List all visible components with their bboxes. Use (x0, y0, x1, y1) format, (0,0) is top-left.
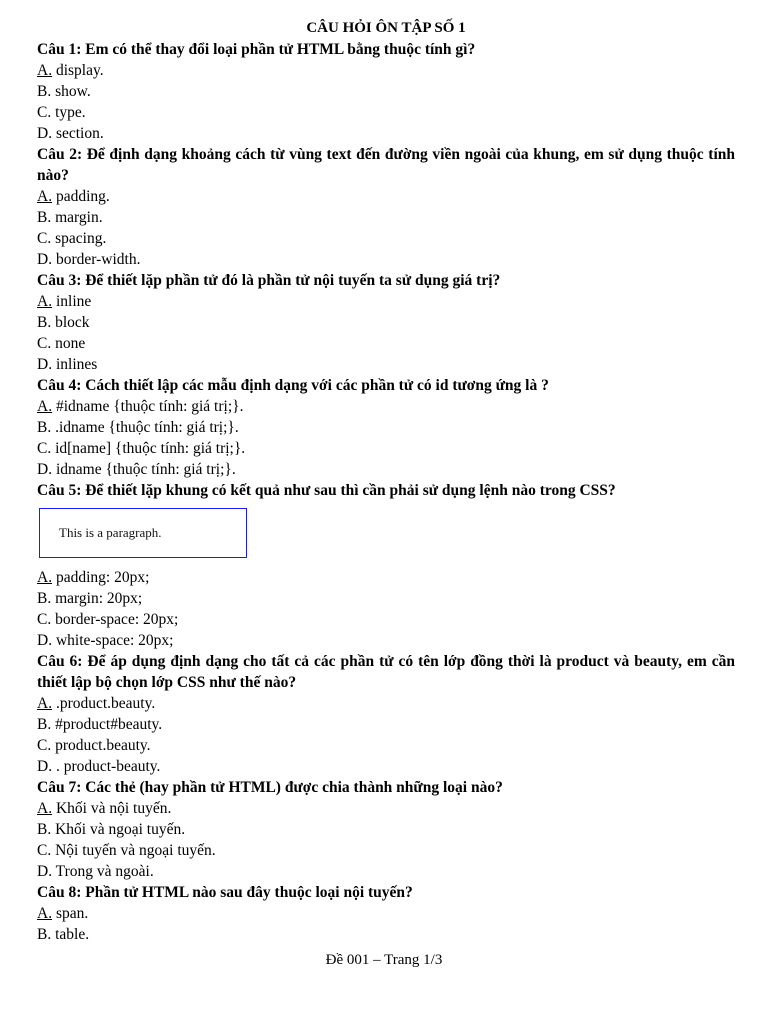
option-letter: A. (37, 695, 53, 712)
option-1a (37, 60, 735, 81)
option-5c (37, 609, 735, 630)
option-6d (37, 756, 735, 777)
option-2c (37, 228, 735, 249)
figure-text: This is a paragraph. (59, 525, 162, 540)
option-text: white-space: 20px; (52, 632, 174, 649)
option-letter: C. (37, 230, 52, 247)
option-1c (37, 102, 735, 123)
option-4a (37, 396, 735, 417)
option-5b (37, 588, 735, 609)
option-5d (37, 630, 735, 651)
option-letter: A. (37, 569, 53, 586)
option-letter: A. (37, 905, 53, 922)
question-3: Câu 3: Để thiết lặp phần tử đó là phần tử nội tuyến ta sử dụng giá trị? (37, 272, 501, 289)
option-3a (37, 291, 735, 312)
option-3c (37, 333, 735, 354)
page-footer: Đề 001 – Trang 1/3 (325, 952, 443, 968)
option-3d (37, 354, 735, 375)
option-text: margin. (51, 209, 103, 226)
option-letter: A. (37, 188, 53, 205)
option-letter: C. (37, 737, 52, 754)
option-letter: B. (37, 419, 52, 436)
option-letter: C. (37, 440, 52, 457)
option-text: .product.beauty. (52, 695, 156, 712)
option-letter: C. (37, 335, 52, 352)
option-text: none (51, 335, 86, 352)
option-text: section. (52, 125, 104, 142)
question-1: Câu 1: Em có thể thay đổi loại phần tử HTML bằng thuộc tính gì? (37, 41, 476, 58)
option-text: margin: 20px; (51, 590, 143, 607)
option-1b (37, 81, 735, 102)
option-letter: A. (37, 800, 53, 817)
option-letter: B. (37, 83, 52, 100)
option-letter: A. (37, 62, 53, 79)
option-text: border-width. (52, 251, 141, 268)
option-7c (37, 840, 735, 861)
option-6b (37, 714, 735, 735)
option-letter: B. (37, 590, 52, 607)
option-text: Khối và nội tuyến. (52, 800, 172, 817)
option-letter: B. (37, 314, 52, 331)
question-5: Câu 5: Để thiết lặp khung có kết quả như sau thì cần phải sử dụng lệnh nào trong CSS? (37, 482, 616, 499)
option-8a (37, 903, 735, 924)
option-text: table. (51, 926, 90, 943)
option-text: padding: 20px; (52, 569, 150, 586)
question-7: Câu 7: Các thẻ (hay phần tử HTML) được chia thành những loại nào? (37, 779, 503, 796)
option-letter: B. (37, 821, 52, 838)
option-2b (37, 207, 735, 228)
option-letter: B. (37, 716, 52, 733)
option-text: Trong và ngoài. (52, 863, 154, 880)
option-text: inline (52, 293, 92, 310)
option-text: . product-beauty. (52, 758, 161, 775)
option-letter: C. (37, 842, 52, 859)
option-letter: D. (37, 356, 53, 373)
option-letter: B. (37, 209, 52, 226)
option-text: show. (51, 83, 91, 100)
option-text: display. (52, 62, 104, 79)
option-letter: D. (37, 863, 53, 880)
option-text: type. (51, 104, 86, 121)
option-text: inlines (52, 356, 98, 373)
option-text: block (51, 314, 90, 331)
option-text: product.beauty. (51, 737, 151, 754)
option-4c (37, 438, 735, 459)
option-7d (37, 861, 735, 882)
option-text: border-space: 20px; (51, 611, 179, 628)
option-2d (37, 249, 735, 270)
option-letter: D. (37, 758, 53, 775)
option-letter: C. (37, 104, 52, 121)
option-6c (37, 735, 735, 756)
page-title: CÂU HỎI ÔN TẬP SỐ 1 (306, 20, 466, 36)
option-5a (37, 567, 735, 588)
option-letter: A. (37, 398, 53, 415)
option-8b (37, 924, 735, 945)
exam-page (37, 18, 735, 945)
option-text: Khối và ngoại tuyến. (51, 821, 186, 838)
option-text: #product#beauty. (51, 716, 163, 733)
question-6: Câu 6: Để áp dụng định dạng cho tất cả các phần tử có tên lớp đồng thời là product và beauty, em cần thiết lập bộ chọn lớp CSS như thế nào? (37, 653, 735, 691)
option-6a (37, 693, 735, 714)
option-text: span. (52, 905, 89, 922)
option-text: Nội tuyến và ngoại tuyến. (51, 842, 216, 859)
option-4d (37, 459, 735, 480)
option-7b (37, 819, 735, 840)
option-text: spacing. (51, 230, 107, 247)
option-letter: C. (37, 611, 52, 628)
option-2a (37, 186, 735, 207)
option-text: .idname {thuộc tính: giá trị;}. (51, 419, 239, 436)
option-4b (37, 417, 735, 438)
option-letter: D. (37, 251, 53, 268)
option-text: padding. (52, 188, 110, 205)
option-letter: D. (37, 125, 53, 142)
option-7a (37, 798, 735, 819)
option-letter: D. (37, 461, 53, 478)
paragraph-box-figure (39, 508, 247, 558)
option-text: idname {thuộc tính: giá trị;}. (52, 461, 236, 478)
option-letter: B. (37, 926, 52, 943)
option-letter: D. (37, 632, 53, 649)
option-3b (37, 312, 735, 333)
question-4: Câu 4: Cách thiết lập các mẫu định dạng với các phần tử có id tương ứng là ? (37, 377, 549, 394)
question-2: Câu 2: Để định dạng khoảng cách từ vùng text đến đường viền ngoài của khung, em sử dụng thuộc tính nào? (37, 146, 735, 184)
option-letter: A. (37, 293, 53, 310)
option-text: id[name] {thuộc tính: giá trị;}. (51, 440, 246, 457)
option-text: #idname {thuộc tính: giá trị;}. (52, 398, 244, 415)
question-8: Câu 8: Phần tử HTML nào sau đây thuộc loại nội tuyến? (37, 884, 413, 901)
option-1d (37, 123, 735, 144)
